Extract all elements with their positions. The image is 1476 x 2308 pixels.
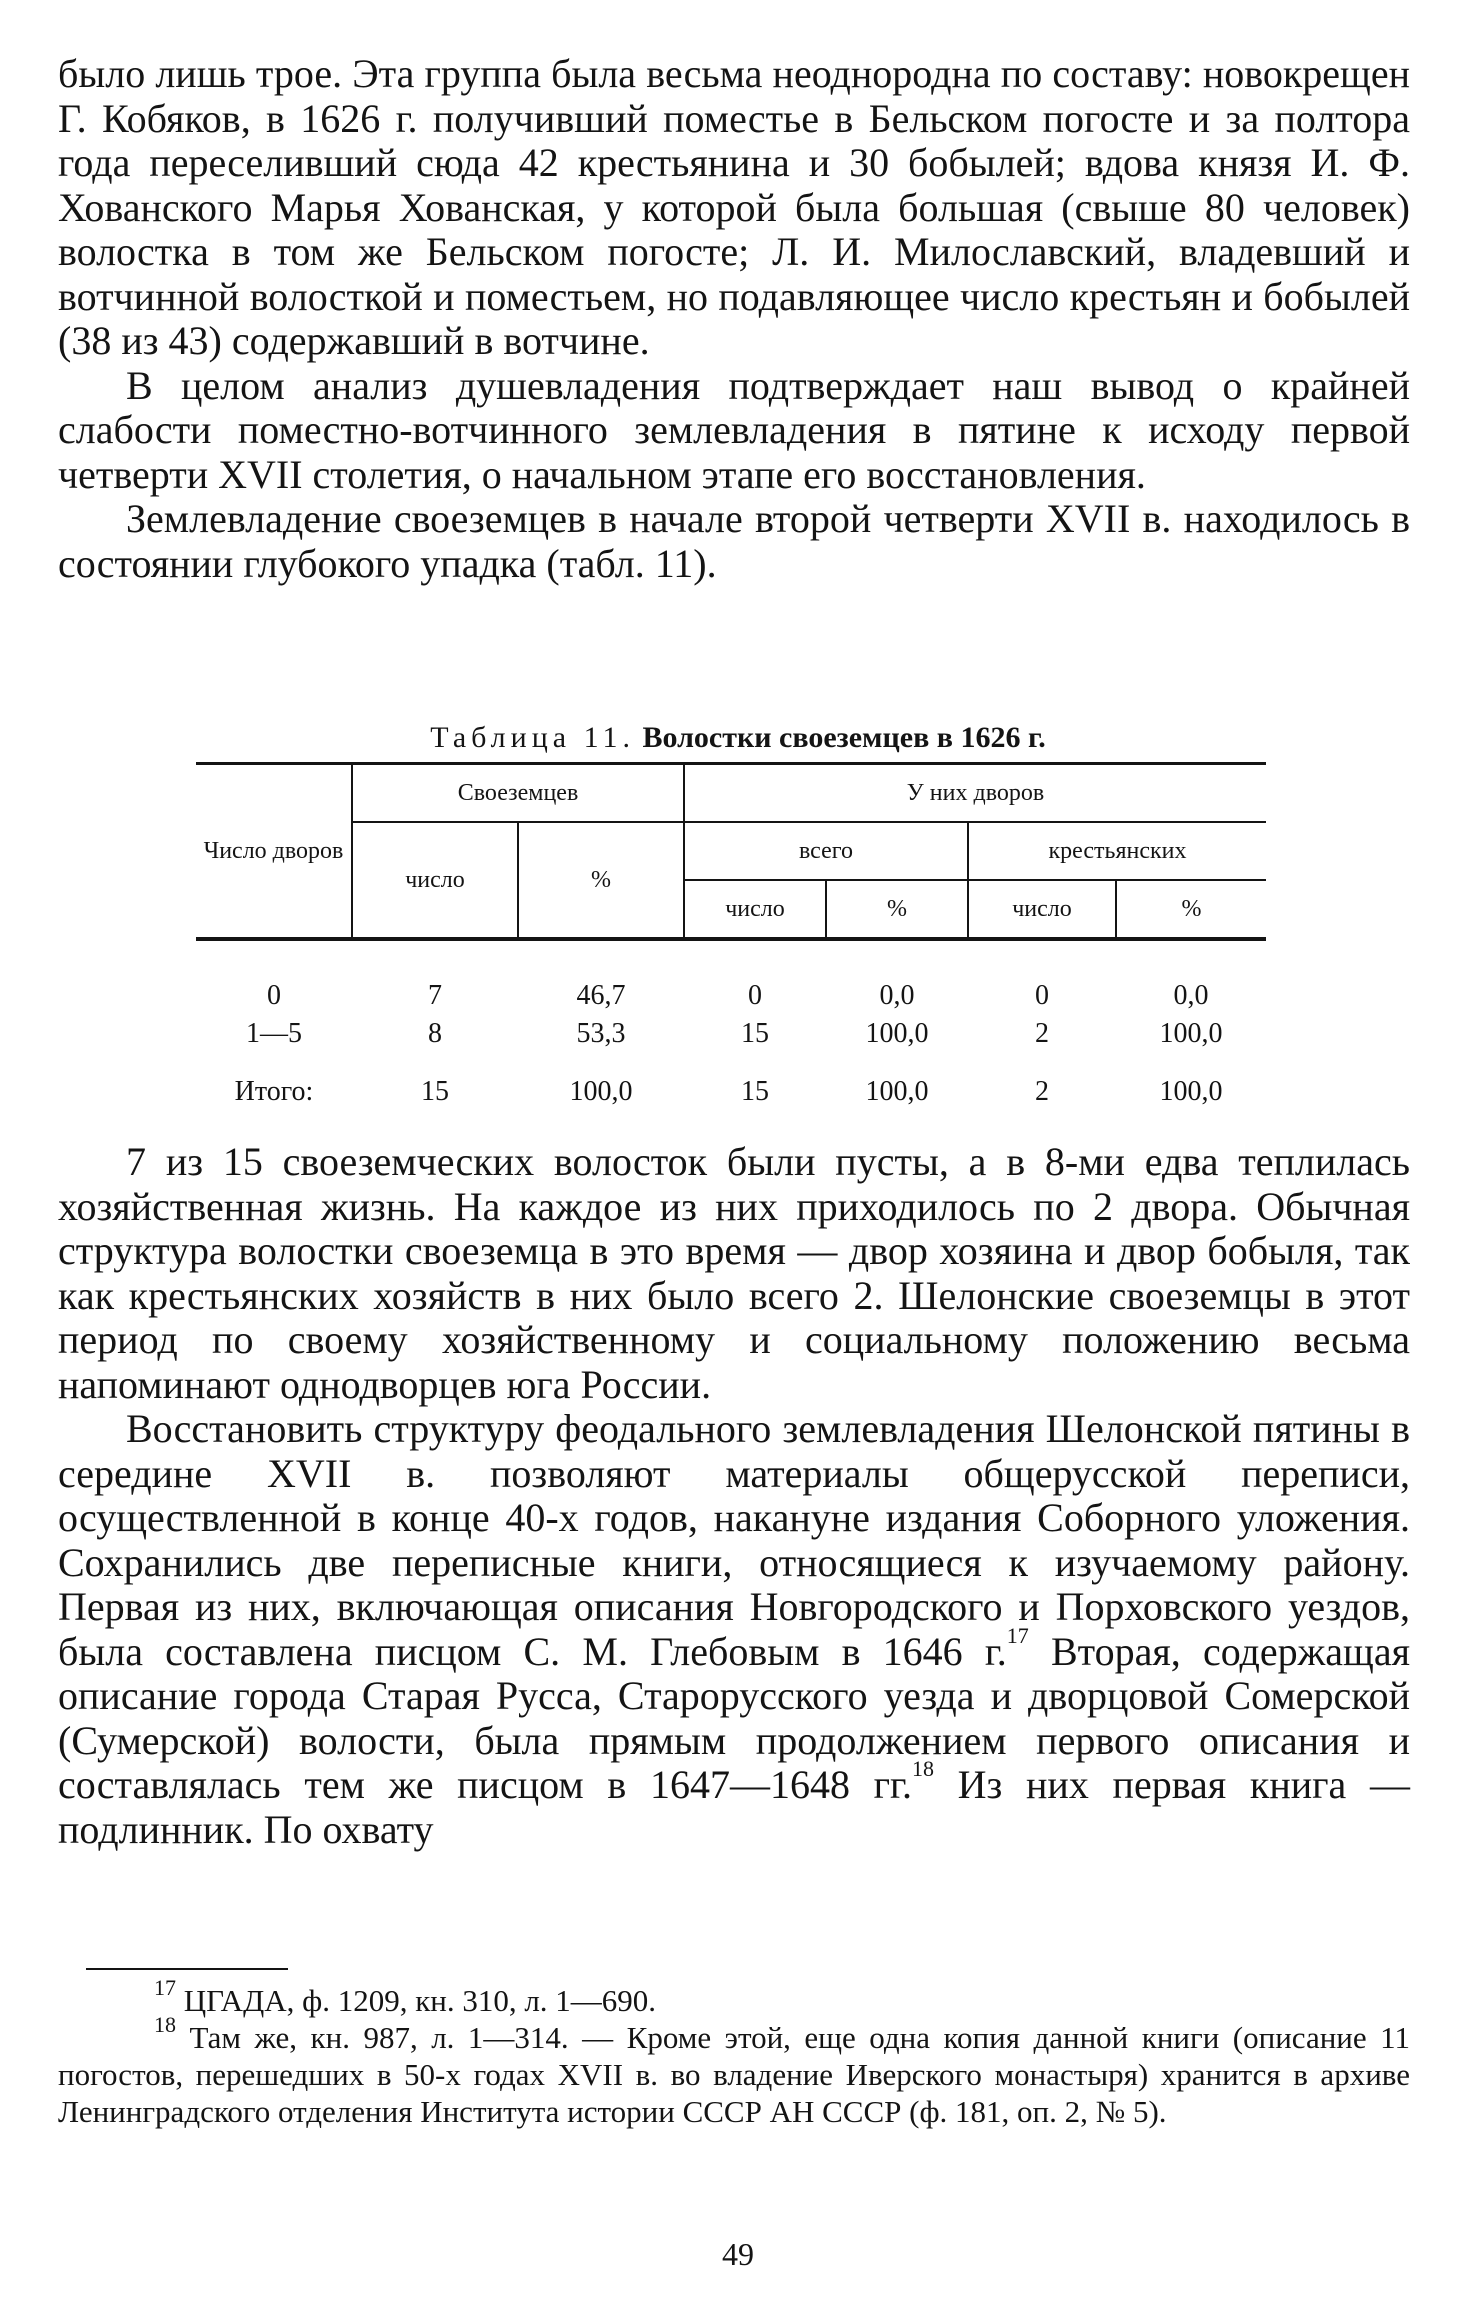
header-s-percent: % xyxy=(518,822,684,939)
page-number: 49 xyxy=(722,2236,754,2272)
footnote-18 xyxy=(58,2012,1410,2130)
cell-dvorov: Итого: xyxy=(234,1076,314,1107)
header-s-chislo: число xyxy=(352,822,518,939)
table-row-total xyxy=(196,1053,1266,1111)
header-v-percent: % xyxy=(826,880,968,939)
cell-k-pct: 100,0 xyxy=(1159,1018,1223,1049)
header-chislo-dvorov: Число дворов xyxy=(203,837,344,864)
footnote-ref-18[interactable]: 18 xyxy=(911,1756,934,1781)
cell-v-pct: 100,0 xyxy=(865,1076,929,1107)
cell-v-pct: 0,0 xyxy=(879,980,915,1011)
table-header xyxy=(196,764,1266,940)
table-caption xyxy=(0,720,1476,756)
cell-k-pct: 100,0 xyxy=(1159,1076,1223,1107)
cell-v-pct: 100,0 xyxy=(865,1018,929,1049)
cell-k-num: 0 xyxy=(1035,980,1049,1011)
cell-s-pct: 100,0 xyxy=(569,1076,633,1107)
cell-k-num: 2 xyxy=(1035,1076,1049,1107)
header-krestyanskih: крестьянских xyxy=(968,822,1266,880)
cell-s-num: 15 xyxy=(421,1076,449,1107)
paragraph-5 xyxy=(58,1407,1410,1852)
cell-s-pct: 53,3 xyxy=(576,1018,626,1049)
body-text-top xyxy=(58,52,1410,586)
header-k-percent: % xyxy=(1116,880,1266,939)
table-caption-title: Волостки своеземцев в 1626 г. xyxy=(642,721,1046,754)
data-table xyxy=(196,762,1266,1111)
header-k-chislo: число xyxy=(968,880,1116,939)
cell-k-num: 2 xyxy=(1035,1018,1049,1049)
header-u-nih-dvorov: У них дворов xyxy=(684,764,1266,823)
cell-v-num: 15 xyxy=(741,1018,769,1049)
paragraph-4: 7 из 15 своеземческих волосток были пусты, а в 8-ми едва теплилась хозяйственная жизнь. На каждое из них приходилось по 2 двора. Обычная структура волостки своеземца в это время — двор хозяина и двор бобыля, так как крестьянских хозяйств в них было всего 2. Шелонские своеземцы в этот период по своему хозяйственному и социальному положению весьма напоминают однодворцев юга России. xyxy=(58,1139,1410,1407)
paragraph-5-part-a: Восстановить структуру феодального землевладения Шелонской пятины в середине XVII в. позволяют материалы общерусской переписи, осуществленной в конце 40-х годов, накануне издания Соборного уложения. Сохранились две переписные книги, относящиеся к изучаемому району. Первая из них, включающая описания Новгородского и Порховского уездов, была составлена писцом С. М. Глебовым в 1646 г. xyxy=(58,1406,1410,1674)
cell-v-num: 0 xyxy=(748,980,762,1011)
footnote-divider xyxy=(86,1968,288,1970)
paragraph-5-part-b: Вторая, содержащая описание города Старая Русса, Старорусского уезда и дворцовой Сомерской (Сумерской) волости, была прямым продолжением первого описания и составлялась тем же писцом в 1647—1648 гг. xyxy=(58,1628,1410,1807)
table-caption-label: Таблица 11. xyxy=(430,721,635,754)
cell-s-pct: 46,7 xyxy=(576,980,626,1011)
footnote-18-number: 18 xyxy=(154,2012,176,2037)
cell-k-pct: 0,0 xyxy=(1173,980,1209,1011)
table-row xyxy=(196,1015,1266,1053)
cell-s-num: 8 xyxy=(428,1018,442,1049)
cell-dvorov: 1—5 xyxy=(246,1018,302,1049)
header-svoezemtsev: Своеземцев xyxy=(352,764,684,823)
header-vsego: всего xyxy=(684,822,968,880)
paragraph-2: В целом анализ душевладения подтверждает наш вывод о крайней слабости поместно-вотчинного землевладения в пятине к исходу первой четверти XVII столетия, о начальном этапе его восстановления. xyxy=(58,362,1410,497)
footnote-18-text: Там же, кн. 987, л. 1—314. — Кроме этой, еще одна копия данной книги (описание 11 погостов, перешедших в 50-х годах XVII в. во владение Иверского монастыря) хранится в архиве Ленинградского отделения Института истории СССР АН СССР (ф. 181, оп. 2, № 5). xyxy=(58,2020,1410,2129)
footnote-17-text: ЦГАДА, ф. 1209, кн. 310, л. 1—690. xyxy=(176,1983,657,2018)
footnotes xyxy=(58,1975,1410,2130)
footnote-17 xyxy=(58,1975,1410,2019)
cell-v-num: 15 xyxy=(741,1076,769,1107)
footnote-ref-17[interactable]: 17 xyxy=(1006,1622,1029,1648)
paragraph-5-part-c: Из них первая книга — подлинник. По охвату xyxy=(58,1762,1411,1852)
header-v-chislo: число xyxy=(684,880,826,939)
paragraph-1: было лишь трое. Эта группа была весьма неоднородна по составу: новокрещен Г. Кобяков, в 1626 г. получивший поместье в Бельском погосте и за полтора года переселивший сюда 42 крестьянина и 30 бобылей; вдова князя И. Ф. Хованского Марья Хованская, у которой была большая (свыше 80 человек) волостка в том же Бельском погосте; Л. И. Милославский, владевший и вотчинной волосткой и поместьем, но подавляющее число крестьян и бобылей (38 из 43) содержавший в вотчине. xyxy=(58,51,1410,363)
footnote-17-number: 17 xyxy=(154,1975,176,2000)
cell-s-num: 7 xyxy=(428,980,442,1011)
cell-dvorov: 0 xyxy=(267,980,281,1011)
body-text-bottom xyxy=(58,1140,1410,1852)
table-row xyxy=(196,939,1266,1015)
paragraph-3: Землевладение своеземцев в начале второй четверти XVII в. находилось в состоянии глубокого упадка (табл. 11). xyxy=(58,496,1410,586)
